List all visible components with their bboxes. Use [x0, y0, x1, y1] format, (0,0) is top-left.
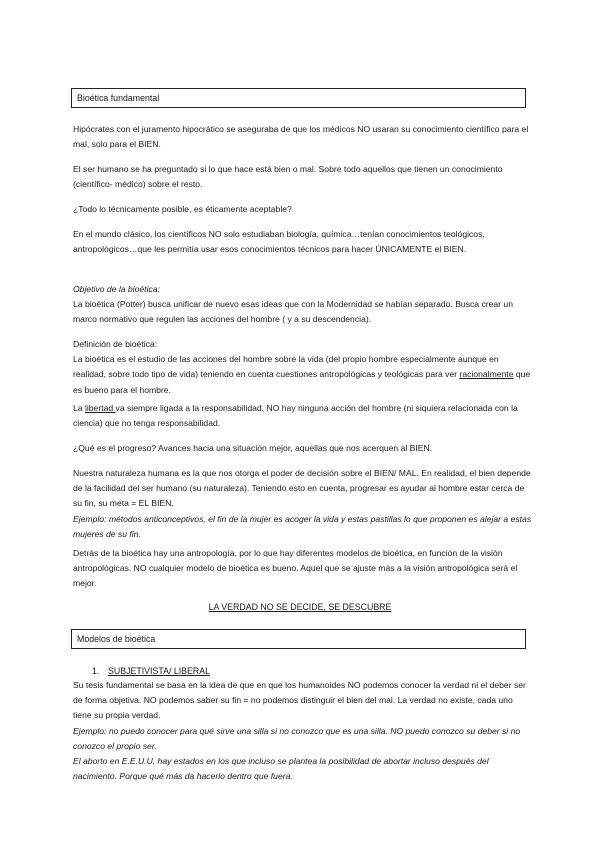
definicion-heading: Definición de bioética:	[73, 339, 158, 349]
paragraph-ser-humano: El ser humano se ha preguntado si lo que hace está bien o mal. Sobre todo aquellos que tienen un conocimiento (científico- médico) sobre el resto.	[73, 164, 503, 190]
modelo-list-item	[92, 666, 210, 676]
modelo-example-2: El aborto en E.E.U.U. hay estados en los que incluso se plantea la posibilidad de abortar incluso después del nacimiento. Porque qué más da hacerlo dentro que fuera.	[73, 756, 489, 782]
modelo-example-1: Ejemplo: no puedo conocer para qué sirve una silla si no conozco que es una silla. NO puedo conozco su deber si no conozco el propio ser.	[73, 725, 521, 751]
section-title-box	[71, 88, 526, 108]
paragraph-progreso: ¿Qué es el progreso? Avances hacia una situación mejor, aquellas que nos acerquen al BIEN.	[73, 443, 433, 453]
modelo-block	[73, 678, 533, 784]
objetivo-heading: Objetivo de la bioética:	[73, 284, 160, 294]
definicion-text-after: que es bueno para el hombre.	[73, 369, 531, 395]
paragraph-mundo-clasico: En el mundo clásico, los científicos NO solo estudiaban biología, química…tenían conocimientos teológicos, antropológicos…que les permitía usar esos conocimientos técnicos para hacer ÚNICAMENTE el BIEN.	[73, 229, 485, 255]
paragraph-libertad	[73, 401, 533, 431]
definicion-text-before: La bioética es el estudio de las acciones del hombre sobre la vida (del propio hombre especialmente aunque en realidad, sobre todo tipo de vida) teniendo en cuenta cuestiones antropológicas y teológicas para ver	[73, 354, 499, 380]
paragraph-antropologia: Detrás de la bioética hay una antropología, por lo que hay diferentes modelos de bioética, en función de la visión antropológicas. NO cualquier modelo de bioética es bueno. Aquel que se ajuste más a la visión antropológica será el mejor.	[73, 548, 518, 589]
definicion-text	[73, 352, 533, 398]
objetivo-block	[73, 282, 533, 328]
naturaleza-example: Ejemplo: métodos anticonceptivos, el fin de la mujer es acoger la vida y estas pastillas lo que proponen es alejar a estas mujeres de su fin.	[73, 513, 532, 539]
paragraph-question: ¿Todo lo técnicamente posible, es éticamente aceptable?	[73, 204, 292, 214]
modelo-number: 1.	[92, 666, 100, 676]
libertad-after: va siempre ligada a la responsabilidad, NO hay ninguna acción del hombre (ni siquiera relacionada con la ciencia) que no tenga responsabilidad.	[73, 403, 518, 429]
definicion-block	[73, 337, 533, 398]
modelo-title: SUBJETIVISTA/ LIBERAL	[108, 666, 211, 676]
section-title-box-2	[71, 629, 526, 649]
naturaleza-text: Nuestra naturaleza humana es la que nos otorga el poder de decisión sobre el BIEN/ MAL. En realidad, el bien depende de la facilidad del ser humano (su naturaleza). Teniendo esto en cuenta, progresar es ayudar al hombre estar cerca de su fin, su meta = EL BIEN.	[73, 468, 531, 509]
verdad-statement: LA VERDAD NO SE DECIDE, SE DESCUBRE	[208, 602, 392, 612]
naturaleza-block	[73, 466, 533, 542]
section-title-2: Modelos de bioética	[77, 634, 156, 644]
modelo-text: Su tesis fundamental se basa en la idea de que en que los humanoides NO podemos conocer la verdad ni el deber ser de forma objetiva. NO podemos saber su fin = no podemos distinguir el bien del mal. La verdad no existe, cada uno tiene su propia verdad.	[73, 680, 526, 721]
section-title: Bioética fundamental	[77, 93, 160, 103]
paragraph-hipocrates: Hipócrates con el juramento hipocrático se aseguraba de que los médicos NO usaran su conocimiento científico para el mal, solo para el BIEN.	[73, 124, 529, 150]
libertad-underlined: libertad	[84, 403, 116, 413]
definicion-underlined: racionalmente	[459, 369, 514, 380]
libertad-before: La	[73, 403, 85, 413]
objetivo-text: La bioética (Potter) busca unificar de nuevo esas ideas que con la Modernidad se habían separado. Busca crear un marco normativo que regulen las acciones del hombre ( y a su descendencia).	[73, 299, 513, 325]
